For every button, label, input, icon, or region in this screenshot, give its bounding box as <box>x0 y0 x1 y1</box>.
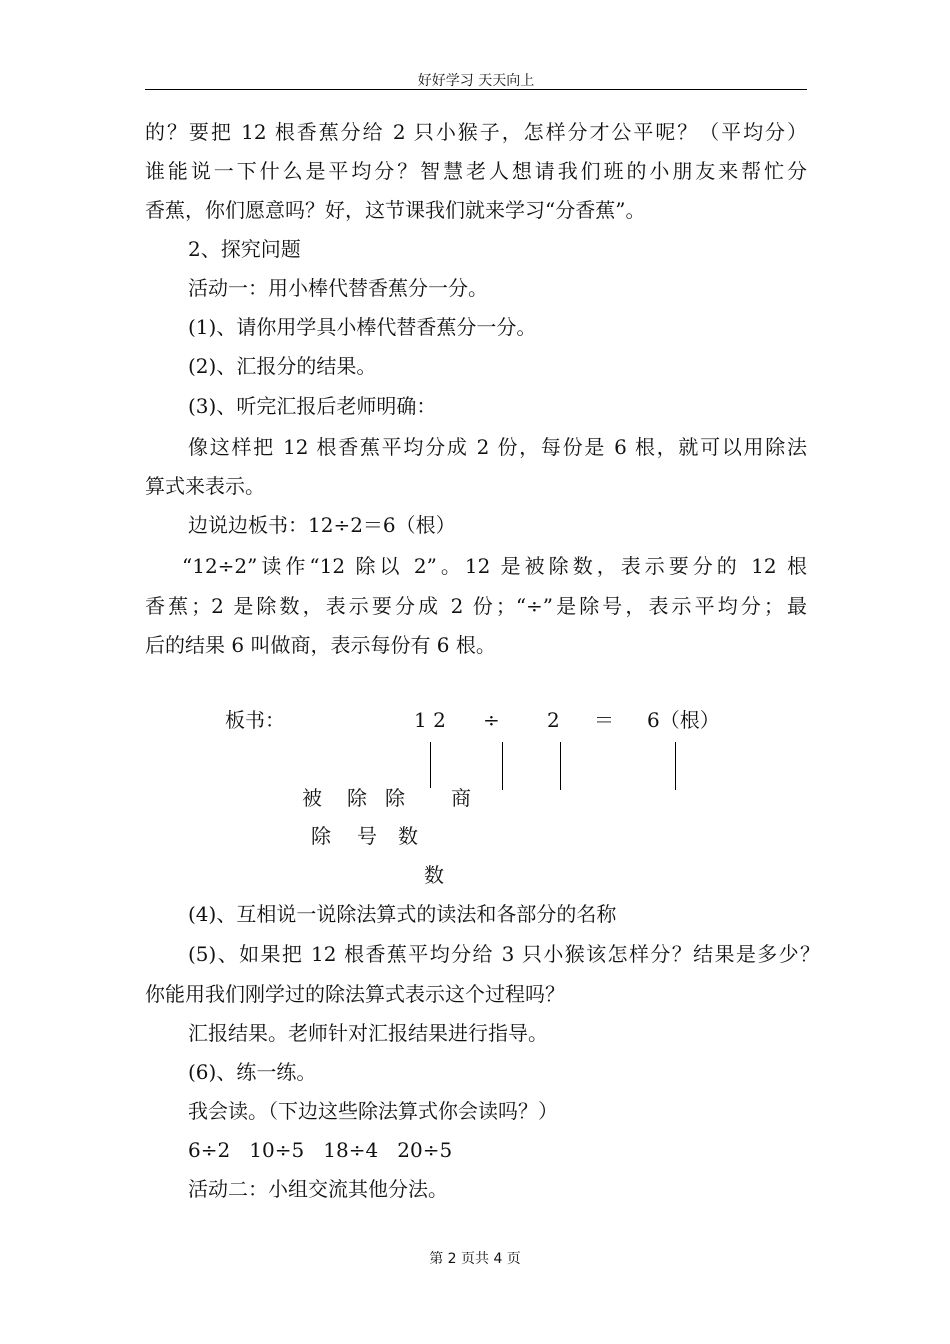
paragraph-line: “12÷2”读作“12 除以 2”。12 是被除数，表示要分的 12 根 <box>182 554 807 578</box>
paragraph-line: 像这样把 12 根香蕉平均分成 2 份，每份是 6 根，就可以用除法 <box>188 435 807 459</box>
label-divisor-char: 除 <box>385 786 405 810</box>
paragraph-line: (2)、汇报分的结果。 <box>188 354 377 378</box>
paragraph-line: (5)、如果把 12 根香蕉平均分给 3 只小猴该怎样分？结果是多少？ <box>188 942 820 966</box>
label-sign-char: 除 <box>347 786 367 810</box>
paragraph-line: (6)、练一练。 <box>188 1060 317 1084</box>
label-dividend-char: 除 <box>311 824 331 848</box>
label-quotient: 商 <box>451 786 471 810</box>
paragraph-line: 你能用我们刚学过的除法算式表示这个过程吗？ <box>145 982 565 1006</box>
exercise-line: 6÷2 10÷5 18÷4 20÷5 <box>188 1138 453 1162</box>
pointer-line-quotient <box>675 742 676 790</box>
board-label: 板书： <box>225 708 285 732</box>
pointer-line-dividend <box>430 742 431 788</box>
pointer-line-divisor <box>560 742 561 790</box>
paragraph-line: 活动一：用小棒代替香蕉分一分。 <box>188 276 488 300</box>
board-divisor: 2 <box>547 708 560 732</box>
page-footer: 第 2 页共 4 页 <box>429 1251 521 1267</box>
board-equals: ＝ <box>594 708 614 732</box>
paragraph-line: 算式来表示。 <box>145 474 265 498</box>
paragraph-line: 香蕉，你们愿意吗？好，这节课我们就来学习“分香蕉”。 <box>145 198 646 222</box>
paragraph-line: 后的结果 6 叫做商，表示每份有 6 根。 <box>145 633 496 657</box>
paragraph-line: (3)、听完汇报后老师明确： <box>188 394 437 418</box>
paragraph-line: 谁能说一下什么是平均分？智慧老人想请我们班的小朋友来帮忙分 <box>145 159 807 183</box>
label-sign-char: 号 <box>357 824 377 848</box>
section-heading: 2、探究问题 <box>188 237 301 261</box>
label-dividend-char: 被 <box>302 786 322 810</box>
board-dividend: 1 2 <box>414 708 446 732</box>
paragraph-line: 我会读。（下边这些除法算式你会读吗？） <box>188 1099 558 1123</box>
label-dividend-char: 数 <box>424 863 444 887</box>
board-division-sign: ÷ <box>483 708 500 732</box>
label-divisor-char: 数 <box>398 824 418 848</box>
paragraph-line: 活动二：小组交流其他分法。 <box>188 1177 448 1201</box>
paragraph-line: (4)、互相说一说除法算式的读法和各部分的名称 <box>188 902 617 926</box>
paragraph-line: 的？要把 12 根香蕉分给 2 只小猴子，怎样分才公平呢？（平均分） <box>145 120 807 144</box>
page-header: 好好学习 天天向上 <box>417 73 535 89</box>
paragraph-line: 汇报结果。老师针对汇报结果进行指导。 <box>188 1021 548 1045</box>
paragraph-line: (1)、请你用学具小棒代替香蕉分一分。 <box>188 315 537 339</box>
pointer-line-sign <box>502 742 503 790</box>
paragraph-line: 香蕉；2 是除数，表示要分成 2 份；“÷”是除号，表示平均分；最 <box>145 594 807 618</box>
board-quotient: 6（根） <box>647 708 720 732</box>
paragraph-line: 边说边板书：12÷2＝6（根） <box>188 513 456 537</box>
header-rule <box>145 89 807 90</box>
